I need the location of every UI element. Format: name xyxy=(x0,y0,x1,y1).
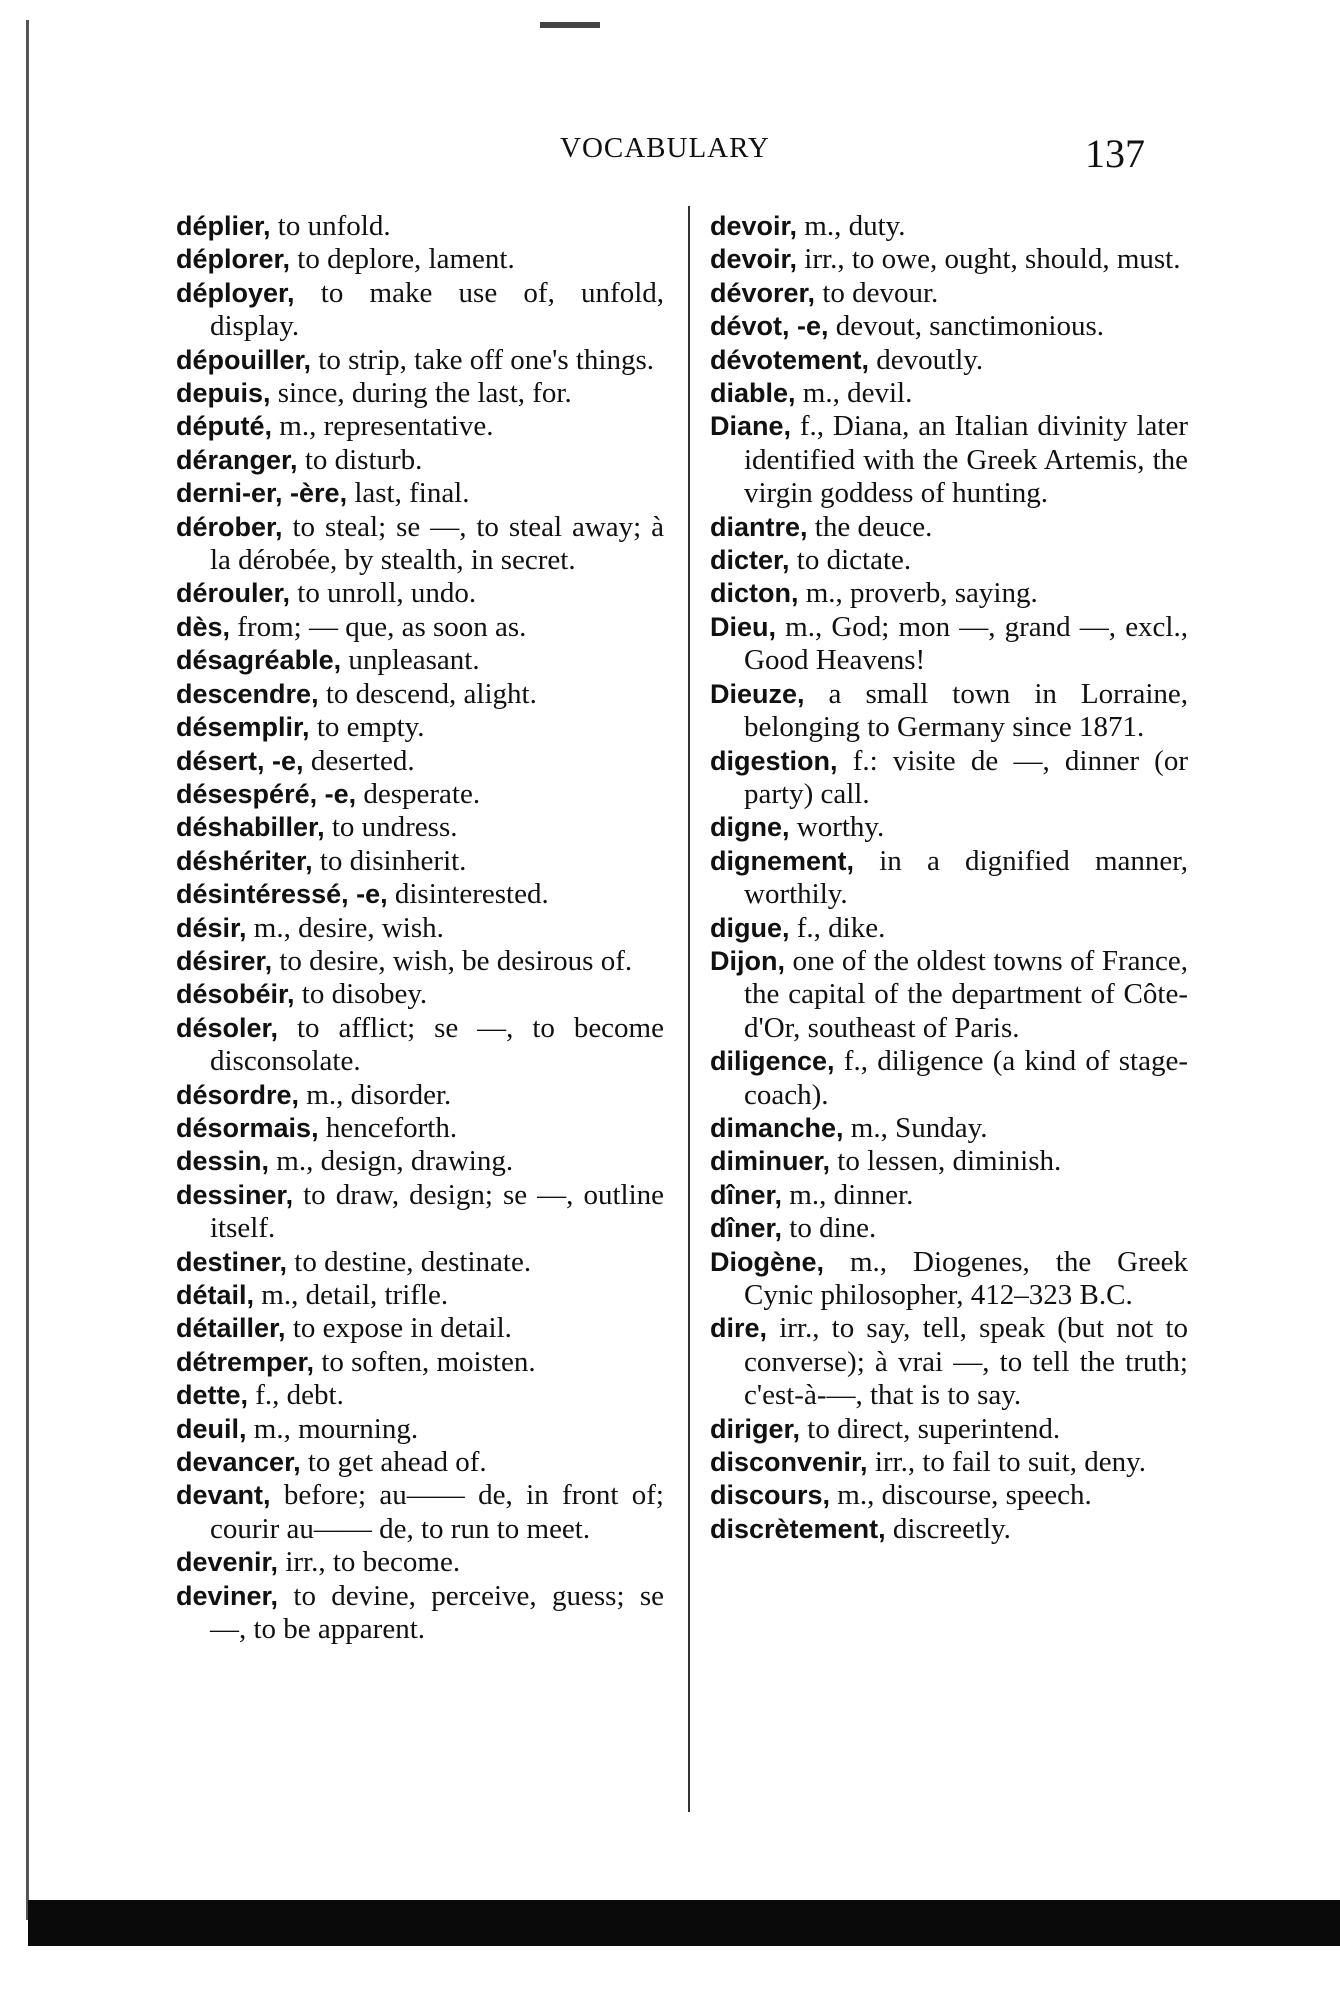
vocab-entry xyxy=(710,1179,1188,1212)
page-edge-line xyxy=(26,20,29,1920)
headword: digne, xyxy=(710,812,790,843)
headword: deviner, xyxy=(176,1580,279,1611)
vocab-entry xyxy=(176,978,664,1011)
headword: destiner, xyxy=(176,1246,288,1277)
definition: irr., to owe, ought, should, must. xyxy=(797,243,1181,276)
vocab-entry xyxy=(176,611,664,644)
headword: dîner, xyxy=(710,1213,783,1244)
headword: diriger, xyxy=(710,1413,801,1444)
vocab-entry xyxy=(710,1513,1188,1546)
definition: m., Sunday. xyxy=(843,1111,988,1144)
headword: discrètement, xyxy=(710,1513,886,1544)
definition: to undress. xyxy=(324,811,458,844)
vocab-entry xyxy=(710,344,1188,377)
headword: descendre, xyxy=(176,678,319,709)
vocab-entry xyxy=(710,1045,1188,1112)
headword: depuis, xyxy=(176,378,271,409)
definition: to destine, destinate. xyxy=(287,1245,532,1278)
definition: m., representative. xyxy=(272,410,494,443)
headword: discours, xyxy=(710,1480,831,1511)
headword: déplorer, xyxy=(176,244,291,275)
definition: since, during the last, for. xyxy=(270,377,572,410)
headword: deuil, xyxy=(176,1413,247,1444)
definition: m., discourse, speech. xyxy=(830,1479,1092,1512)
definition: a small town in Lorraine, belonging to Germany since 1871. xyxy=(744,677,1188,744)
vocab-entry xyxy=(176,1079,664,1112)
vocab-entry xyxy=(176,477,664,510)
headword: Dieu, xyxy=(710,611,777,642)
headword: dignement, xyxy=(710,845,855,876)
definition: to unroll, undo. xyxy=(290,577,477,610)
definition: henceforth. xyxy=(318,1111,458,1144)
definition: to steal; se —, to steal away; à la dérobée, by stealth, in secret. xyxy=(210,510,664,577)
definition: m., devil. xyxy=(795,377,913,410)
vocab-entry xyxy=(176,410,664,443)
vocab-entry xyxy=(176,1413,664,1446)
definition: f., dike. xyxy=(789,911,886,944)
definition: devoutly. xyxy=(869,343,984,376)
headword: détailler, xyxy=(176,1313,286,1344)
headword: dévot, -e, xyxy=(710,311,829,342)
headword: désormais, xyxy=(176,1112,319,1143)
vocab-entry xyxy=(710,577,1188,610)
vocab-entry xyxy=(710,1312,1188,1412)
definition: to strip, take off one's things. xyxy=(311,343,655,376)
vocab-entry xyxy=(710,678,1188,745)
vocab-entry xyxy=(176,444,664,477)
definition: to make use of, unfold, display. xyxy=(210,276,664,343)
headword: désintéressé, -e, xyxy=(176,879,388,910)
headword: désoler, xyxy=(176,1012,279,1043)
vocab-entry xyxy=(176,1312,664,1345)
definition: to draw, design; se —, outline itself. xyxy=(210,1178,664,1245)
headword: diable, xyxy=(710,378,796,409)
definition: the deuce. xyxy=(807,510,933,543)
definition: desperate. xyxy=(356,777,481,810)
definition: one of the oldest towns of France, the capital of the department of Côte-d'Or, southeast of Paris. xyxy=(744,944,1188,1044)
headword: dérober, xyxy=(176,511,283,542)
headword: digue, xyxy=(710,912,790,943)
definition: irr., to say, tell, speak (but not to converse); à vrai —, to tell the truth; c'est-à-—, that is to say. xyxy=(744,1312,1188,1412)
definition: m., God; mon —, grand —, excl., Good Heavens! xyxy=(744,610,1188,677)
definition: irr., to become. xyxy=(278,1546,461,1579)
definition: from; — que, as soon as. xyxy=(230,610,527,643)
vocab-entry xyxy=(176,1379,664,1412)
definition: to dine. xyxy=(782,1212,877,1245)
vocab-entry xyxy=(176,1546,664,1579)
headword: devenir, xyxy=(176,1547,279,1578)
vocab-entry xyxy=(176,1112,664,1145)
definition: to afflict; se —, to become disconsolate. xyxy=(210,1011,664,1078)
vocab-entry xyxy=(710,1246,1188,1313)
definition: f., diligence (a kind of stage-coach). xyxy=(744,1045,1188,1111)
vocab-entry xyxy=(176,210,664,243)
headword: déranger, xyxy=(176,444,298,475)
print-mark xyxy=(540,22,600,28)
headword: détail, xyxy=(176,1280,255,1310)
vocab-entry xyxy=(176,1580,664,1647)
vocab-entry xyxy=(710,544,1188,577)
definition: m., mourning. xyxy=(246,1412,419,1445)
headword: devoir, xyxy=(710,244,798,275)
definition: to desire, wish, be desirous of. xyxy=(272,944,633,977)
definition: to disturb. xyxy=(297,443,423,476)
vocab-entry xyxy=(710,410,1188,510)
definition: to deplore, lament. xyxy=(290,243,515,276)
definition: f., debt. xyxy=(248,1379,344,1412)
vocab-entry xyxy=(176,678,664,711)
right-column xyxy=(710,210,1188,1546)
definition: f., Diana, an Italian divinity later identified with the Greek Artemis, the virgin goddess of hunting. xyxy=(744,410,1188,510)
vocab-entry xyxy=(710,611,1188,678)
vocab-entry xyxy=(710,1145,1188,1178)
headword: diminuer, xyxy=(710,1146,831,1177)
headword: dicton, xyxy=(710,578,799,609)
vocab-entry xyxy=(710,1112,1188,1145)
headword: désagréable, xyxy=(176,645,342,676)
vocab-entry xyxy=(176,1145,664,1178)
vocab-entry xyxy=(176,1346,664,1379)
vocab-entry xyxy=(176,243,664,276)
vocab-entry xyxy=(710,745,1188,812)
headword: dessiner, xyxy=(176,1179,294,1210)
definition: deserted. xyxy=(303,744,415,777)
vocab-entry xyxy=(710,845,1188,912)
definition: disinterested. xyxy=(387,878,549,911)
headword: déshabiller, xyxy=(176,812,325,843)
vocab-entry xyxy=(176,277,664,344)
headword: désert, -e, xyxy=(176,745,304,776)
definition: to expose in detail. xyxy=(285,1312,512,1345)
headword: dîner, xyxy=(710,1179,783,1210)
vocab-entry xyxy=(176,845,664,878)
headword: diligence, xyxy=(710,1046,835,1077)
vocab-entry xyxy=(176,577,664,610)
definition: devout, sanctimonious. xyxy=(828,310,1105,343)
definition: m., design, drawing. xyxy=(269,1145,514,1178)
headword: dicter, xyxy=(710,545,790,576)
definition: to descend, alight. xyxy=(318,677,537,710)
headword: disconvenir, xyxy=(710,1447,868,1478)
headword: déployer, xyxy=(176,277,295,308)
vocab-entry xyxy=(710,1479,1188,1512)
headword: désemplir, xyxy=(176,712,310,743)
vocab-entry xyxy=(176,644,664,677)
definition: worthy. xyxy=(789,811,885,844)
vocab-entry xyxy=(176,778,664,811)
definition: to devour. xyxy=(815,276,939,309)
vocab-entry xyxy=(176,1246,664,1279)
headword: devoir, xyxy=(710,211,798,241)
vocab-entry xyxy=(176,945,664,978)
vocab-entry xyxy=(176,344,664,377)
vocab-entry xyxy=(176,1179,664,1246)
vocab-entry xyxy=(176,711,664,744)
definition: to dictate. xyxy=(789,544,912,577)
headword: dessin, xyxy=(176,1146,270,1177)
vocab-entry xyxy=(710,811,1188,844)
definition: m., desire, wish. xyxy=(246,911,444,944)
headword: déplier, xyxy=(176,211,271,241)
vocab-entry xyxy=(710,1212,1188,1245)
bottom-scan-bar xyxy=(28,1900,1340,1946)
definition: to unfold. xyxy=(270,210,391,242)
vocab-entry xyxy=(176,377,664,410)
headword: diantre, xyxy=(710,511,808,542)
definition: irr., to fail to suit, deny. xyxy=(867,1446,1146,1479)
vocab-entry xyxy=(710,310,1188,343)
definition: before; au—— de, in front of; courir au—— de, to run to meet. xyxy=(210,1479,664,1545)
vocab-entry xyxy=(710,210,1188,243)
definition: to devine, perceive, guess; se —, to be apparent. xyxy=(210,1579,664,1646)
definition: m., dinner. xyxy=(782,1178,914,1211)
headword: dévotement, xyxy=(710,344,870,375)
headword: désir, xyxy=(176,912,247,943)
headword: digestion, xyxy=(710,745,838,776)
headword: désirer, xyxy=(176,945,273,976)
headword: dépouiller, xyxy=(176,344,312,375)
definition: m., disorder. xyxy=(299,1078,452,1111)
headword: dire, xyxy=(710,1313,768,1344)
headword: dès, xyxy=(176,611,231,642)
definition: to soften, moisten. xyxy=(314,1345,536,1378)
headword: dimanche, xyxy=(710,1112,844,1143)
headword: dette, xyxy=(176,1380,249,1411)
headword: désespéré, -e, xyxy=(176,778,357,809)
left-column xyxy=(176,210,664,1646)
definition: m., Diogenes, the Greek Cynic philosopher, 412–323 B.C. xyxy=(744,1245,1188,1311)
vocab-entry xyxy=(176,511,664,578)
definition: to direct, superintend. xyxy=(800,1412,1061,1445)
vocab-entry xyxy=(710,1446,1188,1479)
definition: to disobey. xyxy=(294,978,428,1011)
definition: discreetly. xyxy=(885,1512,1011,1545)
running-header: VOCABULARY xyxy=(560,132,770,164)
headword: devant, xyxy=(176,1480,271,1511)
vocab-entry xyxy=(710,277,1188,310)
vocab-entry xyxy=(710,912,1188,945)
headword: désordre, xyxy=(176,1079,300,1110)
definition: to empty. xyxy=(309,711,425,744)
vocab-entry xyxy=(176,878,664,911)
vocab-entry xyxy=(176,1446,664,1479)
definition: m., detail, trifle. xyxy=(254,1279,449,1311)
headword: Diane, xyxy=(710,411,792,442)
page-number: 137 xyxy=(1085,131,1145,176)
headword: dérouler, xyxy=(176,578,291,609)
vocab-entry xyxy=(176,1012,664,1079)
headword: désobéir, xyxy=(176,979,295,1010)
vocab-entry xyxy=(176,912,664,945)
vocab-entry xyxy=(176,811,664,844)
column-divider xyxy=(688,206,690,1812)
vocab-entry xyxy=(710,945,1188,1045)
vocab-entry xyxy=(176,745,664,778)
headword: député, xyxy=(176,411,273,442)
headword: détremper, xyxy=(176,1346,315,1377)
vocab-entry xyxy=(710,1413,1188,1446)
definition: to get ahead of. xyxy=(300,1446,487,1479)
definition: in a dignified manner, worthily. xyxy=(744,844,1188,911)
vocab-entry xyxy=(176,1479,664,1546)
vocab-entry xyxy=(710,243,1188,276)
definition: f.: visite de —, dinner (or party) call. xyxy=(744,744,1188,810)
headword: déshériter, xyxy=(176,845,313,876)
headword: dévorer, xyxy=(710,277,816,308)
headword: Diogène, xyxy=(710,1246,825,1277)
definition: m., proverb, saying. xyxy=(798,577,1038,610)
vocab-entry xyxy=(176,1279,664,1312)
vocab-entry xyxy=(710,511,1188,544)
definition: to lessen, diminish. xyxy=(830,1145,1062,1178)
headword: derni-er, -ère, xyxy=(176,478,348,509)
definition: m., duty. xyxy=(797,210,906,242)
headword: Dieuze, xyxy=(710,678,805,709)
vocab-entry xyxy=(710,377,1188,410)
headword: Dijon, xyxy=(710,945,785,976)
definition: unpleasant. xyxy=(341,644,480,677)
headword: devancer, xyxy=(176,1447,301,1478)
definition: last, final. xyxy=(347,477,470,510)
definition: to disinherit. xyxy=(312,844,467,877)
